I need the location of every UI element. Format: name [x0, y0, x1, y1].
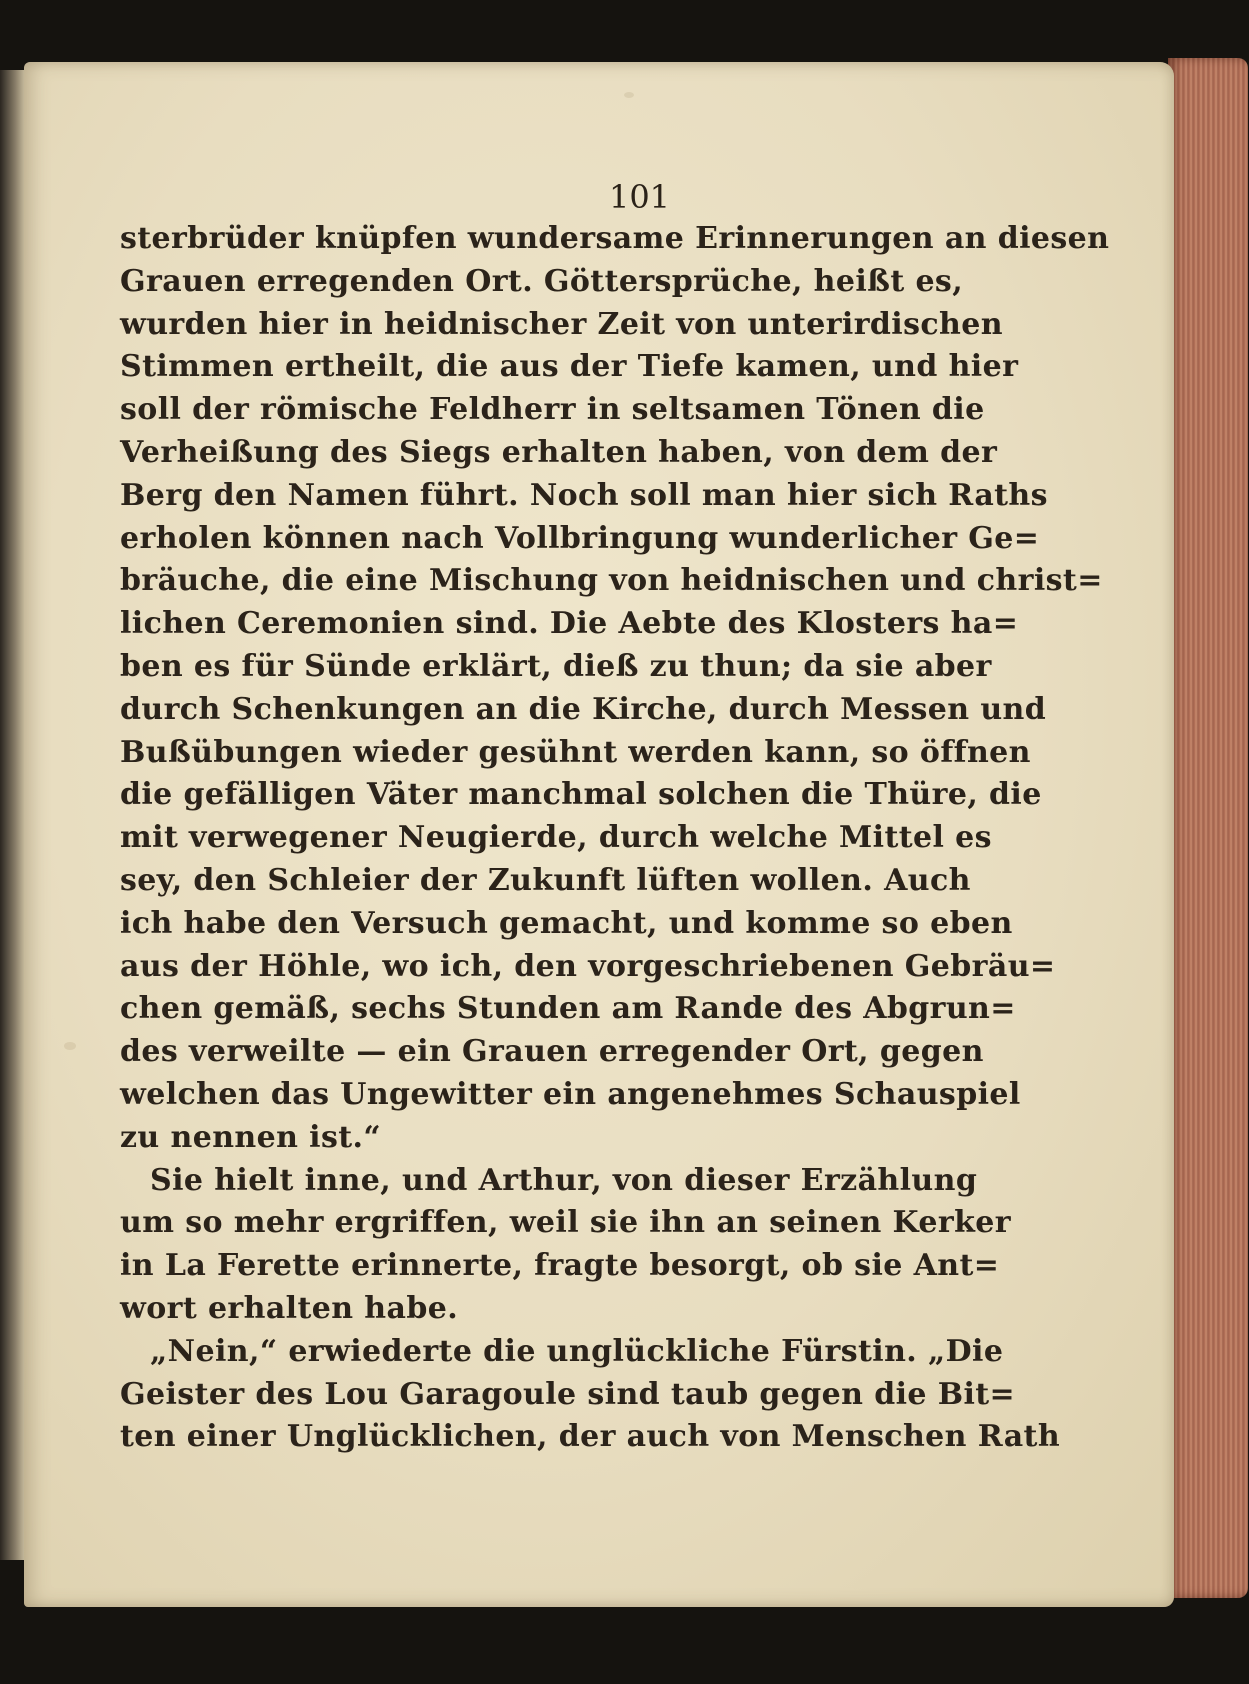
page-stack-edge [1168, 58, 1248, 1598]
text-line: die gefälligen Väter manchmal solchen die Thüre, die [120, 777, 1042, 813]
ink-speck [64, 1042, 76, 1050]
text-line: chen gemäß, sechs Stunden am Rande des Abgrun= [120, 991, 1016, 1027]
page-number: 101 [608, 178, 671, 216]
text-line: welchen das Ungewitter ein angenehmes Schauspiel [120, 1076, 1021, 1112]
text-line: Sie hielt inne, und Arthur, von dieser Erzählung [150, 1162, 978, 1198]
text-line: wort erhalten habe. [120, 1290, 459, 1326]
text-line: lichen Ceremonien sind. Die Aebte des Klosters ha= [120, 606, 1019, 642]
text-line: mit verwegener Neugierde, durch welche Mittel es [120, 820, 992, 856]
text-line: des verweilte — ein Grauen erregender Ort, gegen [120, 1034, 984, 1070]
text-line: durch Schenkungen an die Kirche, durch Messen und [120, 691, 1047, 727]
text-line: Berg den Namen führt. Noch soll man hier sich Raths [120, 477, 1048, 513]
text-line: ben es für Sünde erklärt, dieß zu thun; da sie aber [120, 648, 992, 684]
body-text [120, 218, 1110, 1459]
text-line: Grauen erregenden Ort. Göttersprüche, heißt es, [120, 263, 964, 299]
text-line: Verheißung des Siegs erhalten haben, von dem der [120, 434, 998, 470]
text-line: aus der Höhle, wo ich, den vorgeschriebenen Gebräu= [120, 948, 1056, 984]
facing-page-edge [0, 70, 26, 1560]
ink-speck [624, 92, 634, 98]
text-line: soll der römische Feldherr in seltsamen Tönen die [120, 392, 985, 428]
text-line: sterbrüder knüpfen wundersame Erinnerungen an diesen [120, 221, 1110, 256]
text-line: um so mehr ergriffen, weil sie ihn an seinen Kerker [120, 1205, 1011, 1241]
text-line: in La Ferette erinnerte, fragte besorgt, ob sie Ant= [120, 1248, 1000, 1284]
text-line: Geister des Lou Garagoule sind taub gegen die Bit= [120, 1376, 1016, 1412]
text-line: wurden hier in heidnischer Zeit von unterirdischen [120, 306, 1003, 342]
text-line: Bußübungen wieder gesühnt werden kann, so öffnen [120, 734, 1031, 770]
text-line: Stimmen ertheilt, die aus der Tiefe kamen, und hier [120, 349, 1019, 385]
text-line: ich habe den Versuch gemacht, und komme so eben [120, 905, 1013, 941]
text-line: bräuche, die eine Mischung von heidnischen und christ= [120, 563, 1103, 599]
text-line: zu nennen ist.“ [120, 1119, 381, 1155]
text-line: sey, den Schleier der Zukunft lüften wollen. Auch [120, 862, 971, 898]
text-line: erholen können nach Vollbringung wunderlicher Ge= [120, 520, 1040, 556]
text-line: „Nein,“ erwiederte die unglückliche Fürstin. „Die [150, 1333, 1004, 1369]
text-line: ten einer Unglücklichen, der auch von Menschen Rath [120, 1419, 1061, 1455]
